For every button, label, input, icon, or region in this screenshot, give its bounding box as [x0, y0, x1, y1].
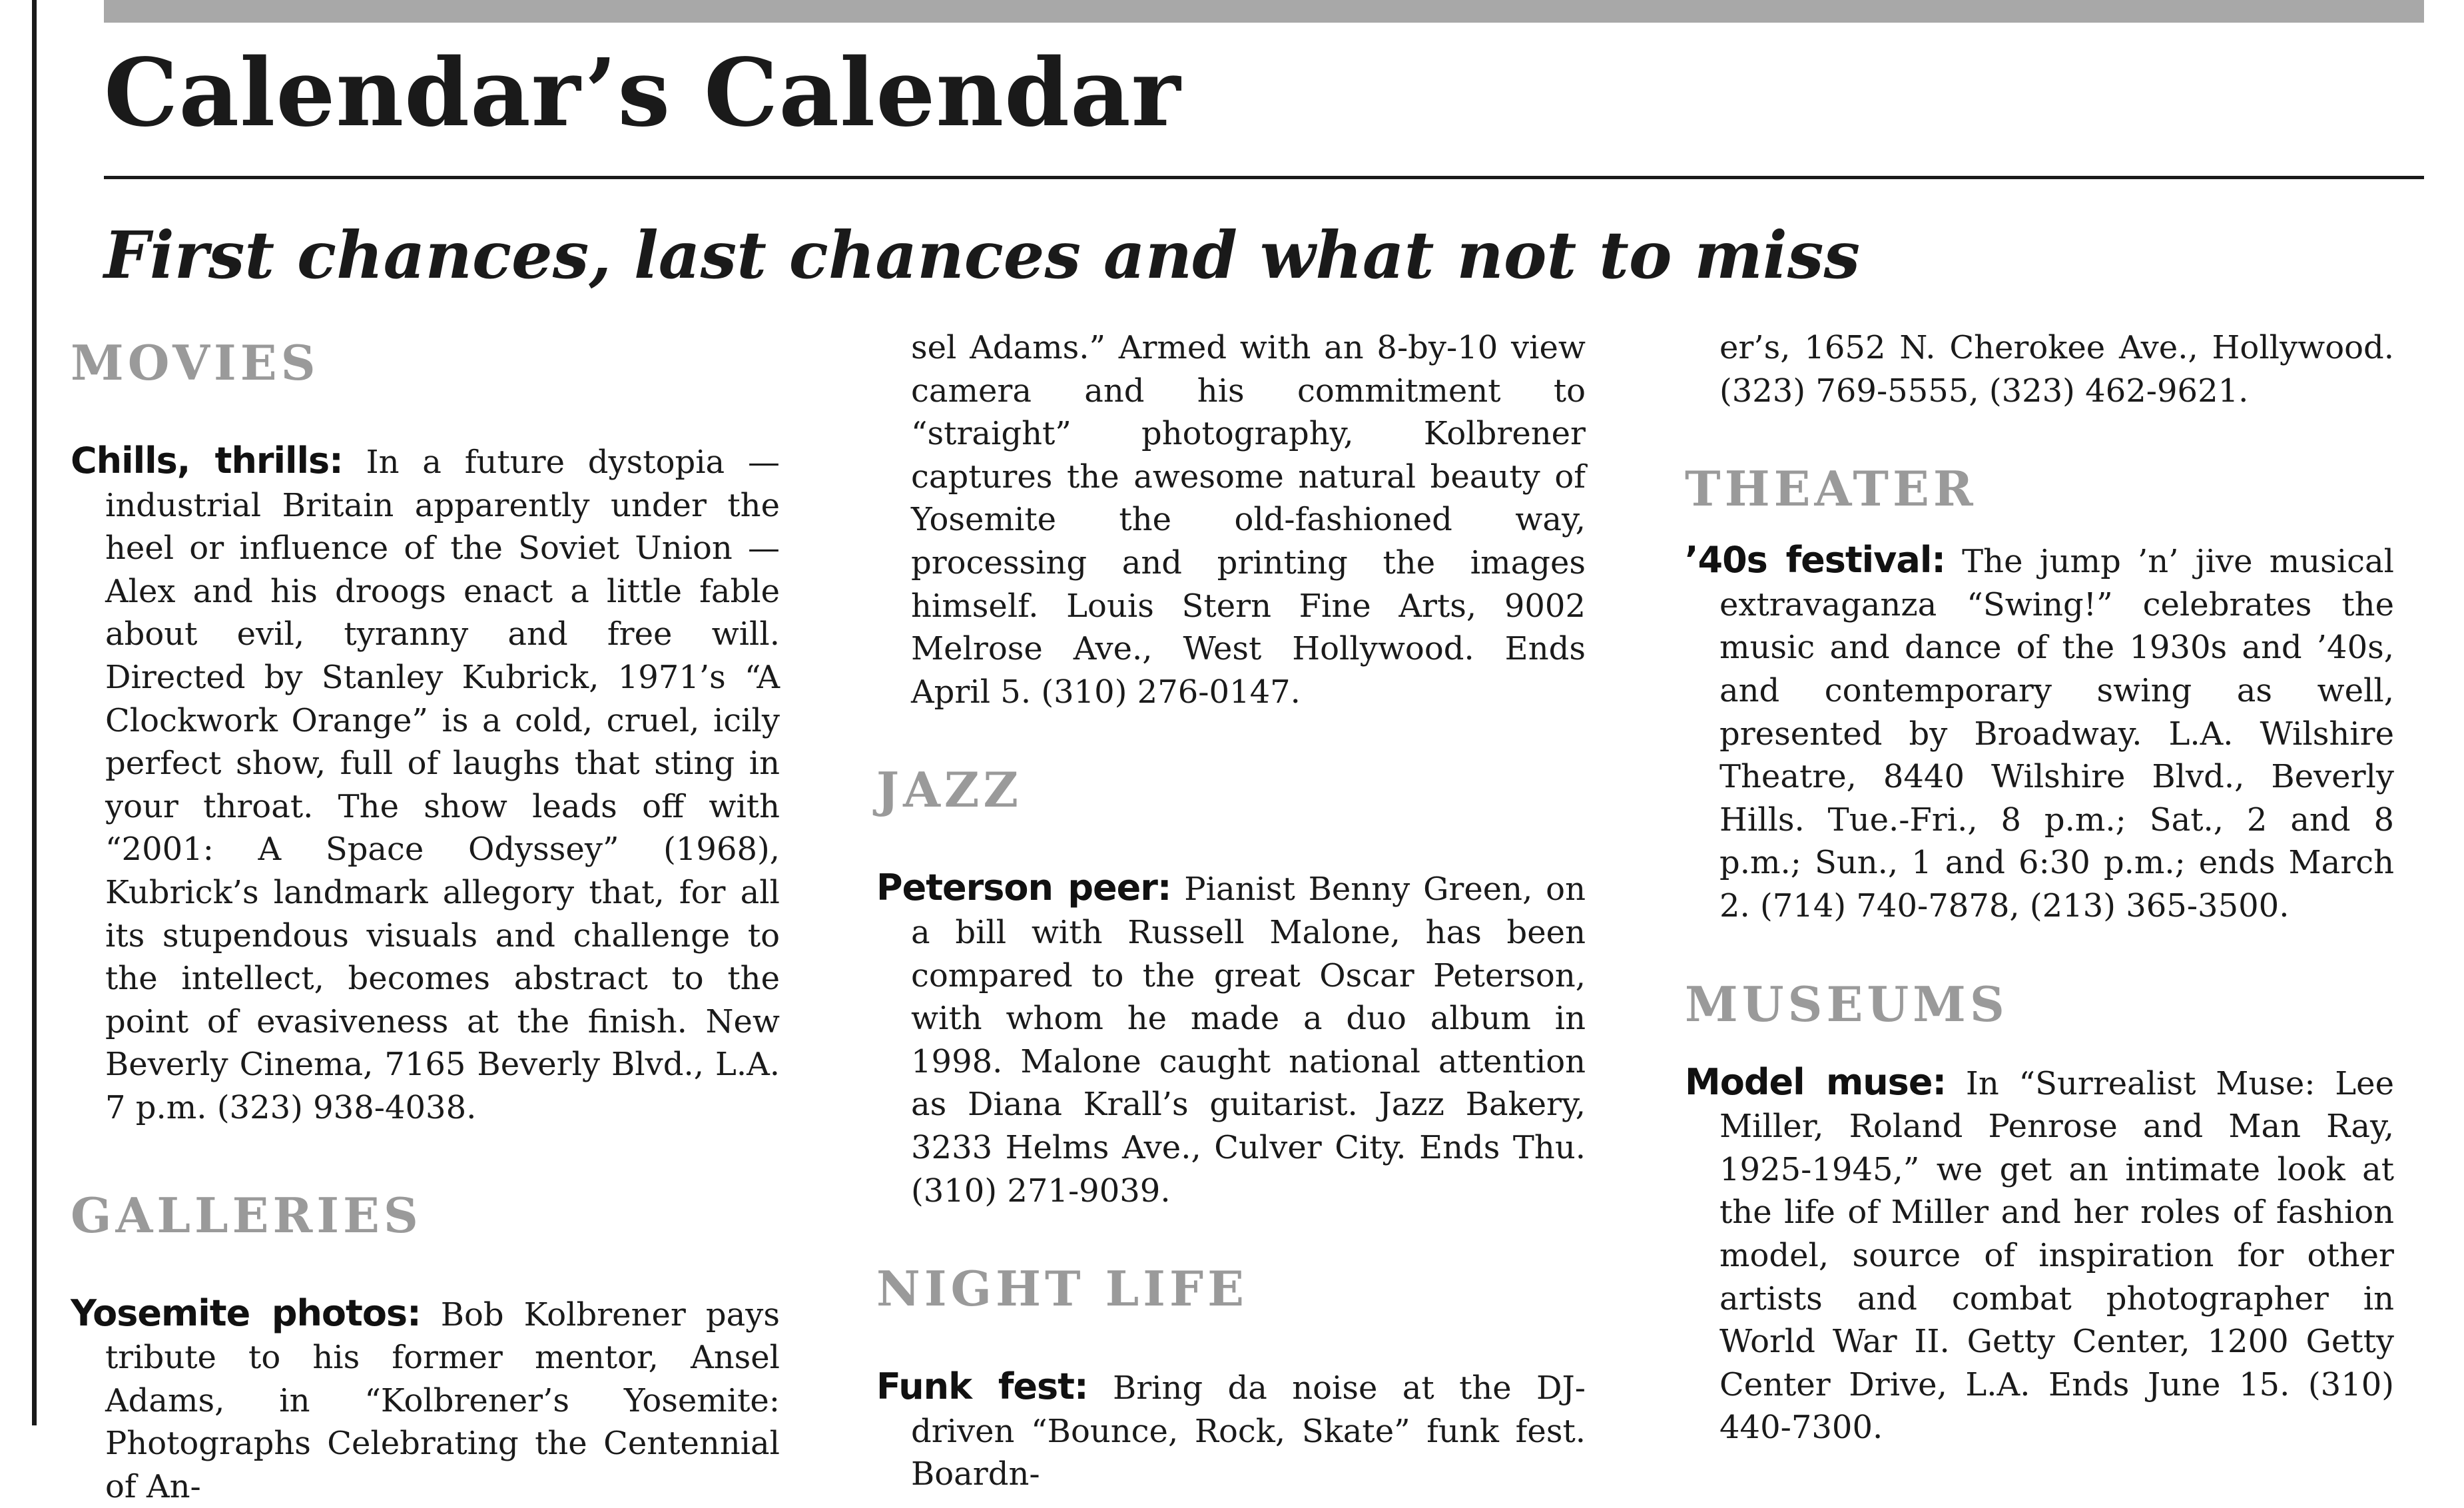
section-heading-museums: MUSEUMS — [1685, 968, 2394, 1041]
article-museums — [1685, 1061, 2394, 1449]
article-lead-theater: ’40s festival: — [1685, 539, 1945, 581]
article-galleries — [71, 1292, 780, 1508]
section-heading-theater: THEATER — [1685, 452, 2394, 526]
article-body-galleries-part1: Bob Kolbrener pays tribute to his former mentor, Ansel Adams, in “Kolbrener’s Yosemite: Photographs Celebrating the Centennial of An- — [105, 1296, 780, 1505]
section-heading-movies: MOVIES — [71, 326, 780, 400]
article-body-night-life-part1: Bring da noise at the DJ-driven “Bounce, Rock, Skate” funk fest. Boardn- — [911, 1369, 1586, 1493]
article-body-jazz: Pianist Benny Green, on a bill with Russell Malone, has been compared to the great Oscar Peterson, with whom he made a duo album in 1998. Malone caught national attention as Diana Krall’s guitarist. Jazz Bakery, 3233 Helms Ave., Culver City. Ends Thu. (310) 271-9039. — [911, 871, 1586, 1209]
article-jazz — [876, 867, 1586, 1212]
article-lead-museums: Model muse: — [1685, 1061, 1946, 1103]
article-lead-jazz: Peterson peer: — [876, 867, 1171, 909]
page-left-rule — [32, 0, 37, 1425]
top-gray-bar — [104, 0, 2424, 23]
article-lead-galleries: Yosemite photos: — [71, 1292, 421, 1334]
deck-subtitle: First chances, last chances and what not to miss — [104, 212, 1860, 298]
article-theater — [1685, 539, 2394, 927]
article-body-movies: In a future dystopia — industrial Britain apparently under the heel or influence of the Soviet Union — Alex and his droogs enact a little fable about evil, tyranny and free will. Directed by Stanley Kubrick, 1971’s “A Clockwork Orange” is a cold, cruel, icily perfect show, full of laughs that sting in your throat. The show leads off with “2001: A Space Odyssey” (1968), Kubrick’s landmark allegory that, for all its stupendous visuals and challenge to the intellect, becomes abstract to the point of evasiveness at the finish. New Beverly Cinema, 7165 Beverly Blvd., L.A. 7 p.m. (323) 938-4038. — [105, 444, 780, 1126]
article-body-museums: In “Surrealist Muse: Lee Miller, Roland Penrose and Man Ray, 1925-1945,” we get an intimate look at the life of Miller and her roles of fashion model, source of inspiration for other artists and combat photographer in World War II. Getty Center, 1200 Getty Center Drive, L.A. Ends June 15. (310) 440-7300. — [1719, 1065, 2394, 1447]
article-night-life — [876, 1365, 1586, 1496]
section-heading-galleries: GALLERIES — [71, 1179, 780, 1252]
column-3 — [1685, 326, 2394, 1449]
section-heading-jazz: JAZZ — [876, 753, 1586, 827]
column-1 — [71, 326, 780, 1508]
section-heading-night-life: NIGHT LIFE — [876, 1252, 1586, 1325]
article-body-theater: The jump ’n’ jive musical extravaganza “Swing!” celebrates the music and dance of the 1930s and ’40s, and contemporary swing as well, presented by Broadway. L.A. Wilshire Theatre, 8440 Wilshire Blvd., Beverly Hills. Tue.-Fri., 8 p.m.; Sat., 2 and 8 p.m.; Sun., 1 and 6:30 p.m.; ends March 2. (714) 740-7878, (213) 365-3500. — [1719, 543, 2394, 925]
article-body-galleries-part2: sel Adams.” Armed with an 8-by-10 view camera and his commitment to “straight” photography, Kolbrener captures the awesome natural beauty of Yosemite the old-fashioned way, processing and printing the images himself. Louis Stern Fine Arts, 9002 Melrose Ave., West Hollywood. Ends April 5. (310) 276-0147. — [911, 329, 1586, 711]
article-lead-night-life: Funk fest: — [876, 1365, 1088, 1407]
article-night-life-continued — [1685, 326, 2394, 412]
masthead-rule — [104, 176, 2424, 179]
masthead-title: Calendar’s Calendar — [104, 33, 1181, 153]
article-lead-movies: Chills, thrills: — [71, 440, 343, 482]
article-body-night-life-part2: er’s, 1652 N. Cherokee Ave., Hollywood. (323) 769-5555, (323) 462-9621. — [1719, 329, 2394, 410]
column-2 — [876, 326, 1586, 1496]
article-movies — [71, 440, 780, 1130]
article-galleries-continued — [876, 326, 1586, 713]
